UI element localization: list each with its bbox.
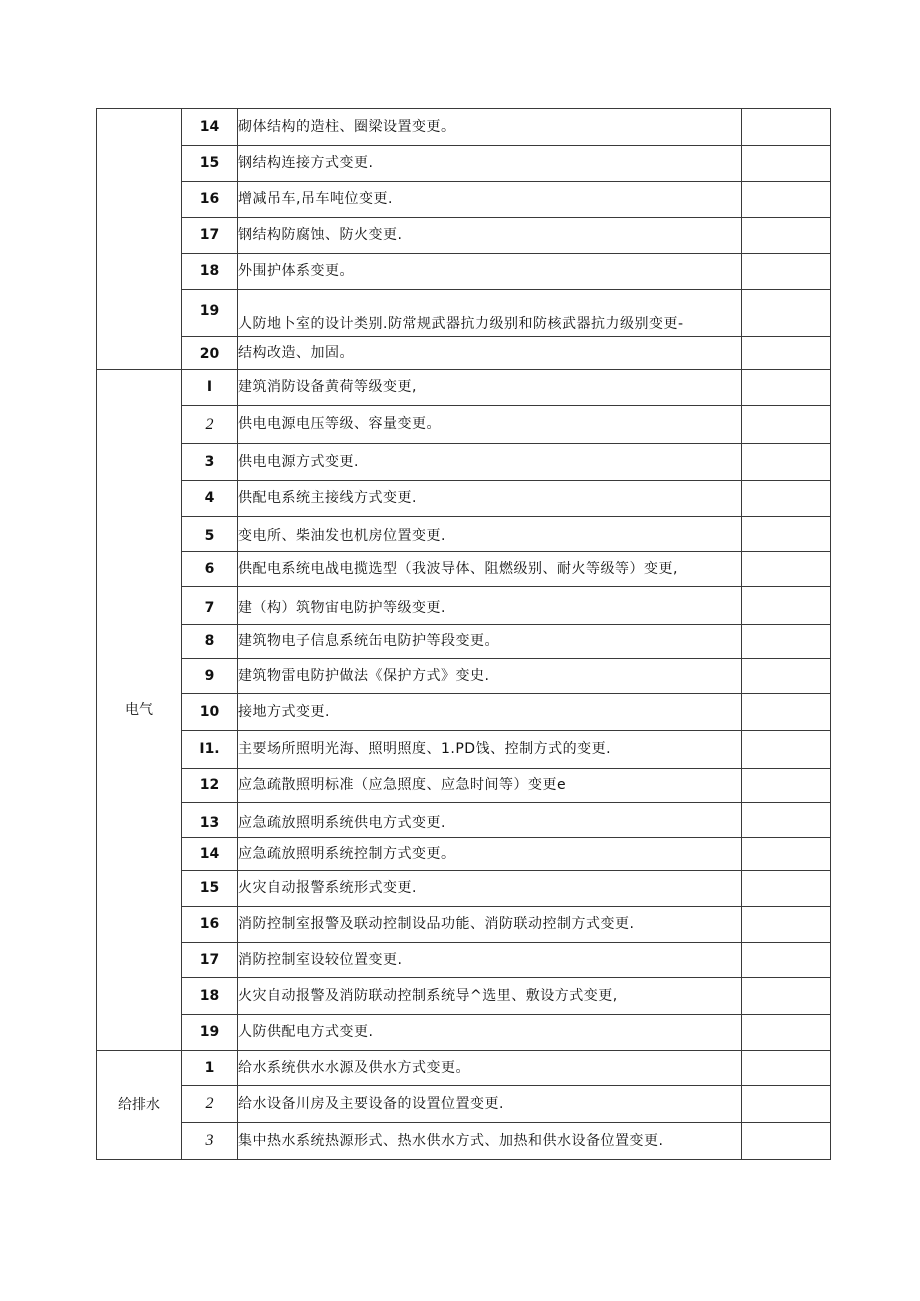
item-description: 增减吊车,吊车吨位变更.: [238, 182, 742, 218]
remark-cell: [742, 769, 831, 803]
item-description: 应急疏散照明标准（应急照度、应急时间等）变更e: [238, 769, 742, 803]
item-number: I: [182, 370, 238, 406]
table-row: [97, 803, 831, 838]
item-description: 钢结构连接方式变更.: [238, 146, 742, 182]
table-row: [97, 1086, 831, 1123]
remark-cell: [742, 552, 831, 587]
table-row: [97, 694, 831, 731]
item-description: 消防控制室设较位置变更.: [238, 943, 742, 978]
item-description: 火灾自动报警系统形式变更.: [238, 871, 742, 907]
item-number: 15: [182, 871, 238, 907]
item-number: 17: [182, 218, 238, 254]
item-description: 建筑消防设备黄荷等级变更,: [238, 370, 742, 406]
item-description: 给水系统供水水源及供水方式变更。: [238, 1051, 742, 1086]
item-number: 8: [182, 625, 238, 659]
item-description: 应急疏放照明系统控制方式变更。: [238, 838, 742, 871]
item-number: 18: [182, 254, 238, 290]
remark-cell: [742, 444, 831, 481]
item-number: 17: [182, 943, 238, 978]
item-number: 16: [182, 907, 238, 943]
item-description: 供电电源方式变更.: [238, 444, 742, 481]
table-row: [97, 290, 831, 337]
item-number: 1: [182, 1051, 238, 1086]
table-row: [97, 907, 831, 943]
remark-cell: [742, 907, 831, 943]
item-description: 消防控制室报警及联动控制设品功能、消防联动控制方式变更.: [238, 907, 742, 943]
item-number: 3: [182, 444, 238, 481]
remark-cell: [742, 146, 831, 182]
remark-cell: [742, 731, 831, 769]
item-number: 19: [182, 290, 238, 337]
item-number: 15: [182, 146, 238, 182]
item-description: 外围护体系变更。: [238, 254, 742, 290]
remark-cell: [742, 838, 831, 871]
item-number: 5: [182, 517, 238, 552]
item-description: 结构改造、加固。: [238, 337, 742, 370]
item-number: 7: [182, 587, 238, 625]
item-number: 2: [182, 1086, 238, 1123]
remark-cell: [742, 694, 831, 731]
item-number: 18: [182, 978, 238, 1015]
remark-cell: [742, 218, 831, 254]
remark-cell: [742, 1051, 831, 1086]
remark-cell: [742, 406, 831, 444]
item-description: 钢结构防腐蚀、防火变更.: [238, 218, 742, 254]
remark-cell: [742, 625, 831, 659]
remark-cell: [742, 254, 831, 290]
table-row: [97, 517, 831, 552]
category-cell: [97, 109, 182, 370]
remark-cell: [742, 370, 831, 406]
table-row: [97, 370, 831, 406]
item-number: 10: [182, 694, 238, 731]
table-row: [97, 254, 831, 290]
item-number: 14: [182, 838, 238, 871]
table-row: [97, 182, 831, 218]
item-description: 建筑物电子信息系统缶电防护等段变更。: [238, 625, 742, 659]
table-row: [97, 978, 831, 1015]
item-description: 变电所、柴油发也机房位置变更.: [238, 517, 742, 552]
item-description: 建（构）筑物宙电防护等级变更.: [238, 587, 742, 625]
item-description: 人防供配电方式变更.: [238, 1015, 742, 1051]
remark-cell: [742, 481, 831, 517]
remark-cell: [742, 871, 831, 907]
item-number: 6: [182, 552, 238, 587]
item-description: 供电电源电压等级、容量变更。: [238, 406, 742, 444]
item-description: 砌体结构的造柱、圈梁设置变更。: [238, 109, 742, 146]
item-number: 9: [182, 659, 238, 694]
change-items-table: [96, 108, 831, 1160]
table-row: [97, 871, 831, 907]
remark-cell: [742, 337, 831, 370]
table-row: [97, 406, 831, 444]
remark-cell: [742, 109, 831, 146]
table-row: [97, 1015, 831, 1051]
table-row: [97, 1051, 831, 1086]
remark-cell: [742, 978, 831, 1015]
remark-cell: [742, 943, 831, 978]
item-number: 16: [182, 182, 238, 218]
item-description: 主要场所照明光海、照明照度、1.PD饯、控制方式的变更.: [238, 731, 742, 769]
table-row: [97, 444, 831, 481]
item-description: 人防地卜室的设计类别.防常规武器抗力级别和防核武器抗力级别变更-: [238, 290, 742, 337]
item-description: 火灾自动报警及消防联动控制系统导^选里、敷设方式变更,: [238, 978, 742, 1015]
item-description: 给水设备川房及主要设备的设置位置变更.: [238, 1086, 742, 1123]
table-row: [97, 552, 831, 587]
category-cell: 给排水: [97, 1051, 182, 1160]
remark-cell: [742, 290, 831, 337]
table-row: [97, 731, 831, 769]
item-description: 接地方式变更.: [238, 694, 742, 731]
table-row: [97, 769, 831, 803]
item-description: 供配电系统电战电揽选型（我波导体、阻燃级别、耐火等级等）变更,: [238, 552, 742, 587]
table-row: [97, 109, 831, 146]
table-row: [97, 838, 831, 871]
item-description: 建筑物雷电防护做法《保护方式》变史.: [238, 659, 742, 694]
table-row: [97, 625, 831, 659]
table-row: [97, 659, 831, 694]
table-row: [97, 218, 831, 254]
item-description: 集中热水系统热源形式、热水供水方式、加热和供水设备位置变更.: [238, 1123, 742, 1160]
remark-cell: [742, 1015, 831, 1051]
item-number: 2: [182, 406, 238, 444]
remark-cell: [742, 587, 831, 625]
item-number: 14: [182, 109, 238, 146]
table-row: [97, 481, 831, 517]
item-number: 19: [182, 1015, 238, 1051]
item-description: 供配电系统主接线方式变更.: [238, 481, 742, 517]
item-number: 20: [182, 337, 238, 370]
category-cell: 电气: [97, 370, 182, 1051]
remark-cell: [742, 517, 831, 552]
item-number: 4: [182, 481, 238, 517]
remark-cell: [742, 659, 831, 694]
remark-cell: [742, 1123, 831, 1160]
item-description: 应急疏放照明系统供电方式变更.: [238, 803, 742, 838]
table-row: [97, 943, 831, 978]
remark-cell: [742, 1086, 831, 1123]
remark-cell: [742, 182, 831, 218]
item-number: 3: [182, 1123, 238, 1160]
remark-cell: [742, 803, 831, 838]
item-number: I1.: [182, 731, 238, 769]
table-row: [97, 587, 831, 625]
table-row: [97, 337, 831, 370]
item-number: 13: [182, 803, 238, 838]
table-row: [97, 1123, 831, 1160]
table-row: [97, 146, 831, 182]
item-number: 12: [182, 769, 238, 803]
